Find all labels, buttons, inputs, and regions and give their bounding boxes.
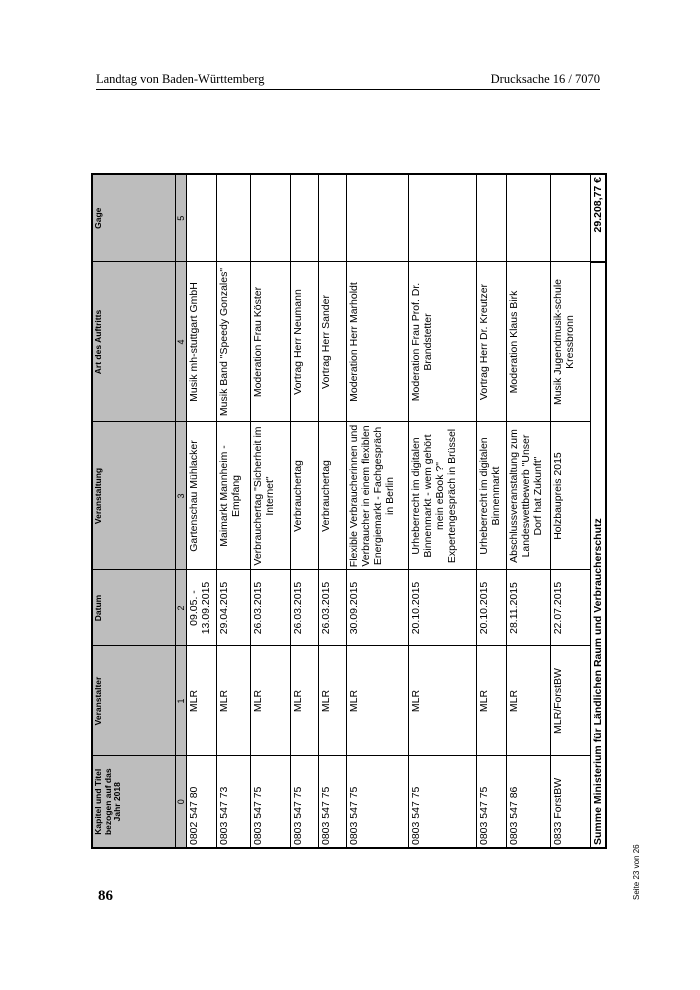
cell-art: Musik Band "Speedy Gonzales" [217,262,251,422]
col-number: 3 [176,422,187,570]
cell-gage [187,174,217,262]
cell-kapitel: 0803 547 86 [507,756,551,848]
cell-veranstalter: MLR [319,646,347,756]
cell-veranstaltung: Holzbaupreis 2015 [551,422,591,570]
cell-veranstalter: MLR [251,646,291,756]
table-row [409,174,477,848]
rotated-table-container [91,175,604,849]
cell-veranstalter: MLR/ForstBW [551,646,591,756]
col-header-gage: Gage [92,174,176,262]
cell-veranstalter: MLR [347,646,409,756]
cell-datum: 29.04.2015 [217,570,251,646]
data-table [91,173,607,849]
table-row [507,174,551,848]
cell-veranstalter: MLR [409,646,477,756]
table-row [217,174,251,848]
cell-art: Moderation Frau Prof. Dr. Brandstetter [409,262,477,422]
cell-gage [409,174,477,262]
cell-veranstaltung: Abschlussveranstaltung zum Landeswettbewerb "Unser Dorf hat Zukunft" [507,422,551,570]
cell-datum: 09.05. - 13.09.2015 [187,570,217,646]
table-row [251,174,291,848]
header-right: Drucksache 16 / 7070 [490,72,600,86]
cell-art: Musik Jugendmusik-schule Kressbronn [551,262,591,422]
col-number: 5 [176,174,187,262]
cell-gage [291,174,319,262]
table-row [551,174,591,848]
cell-veranstaltung: Verbrauchertag [319,422,347,570]
cell-datum: 20.10.2015 [477,570,507,646]
page-number: 86 [98,888,113,904]
col-number: 0 [176,756,187,848]
cell-veranstalter: MLR [477,646,507,756]
cell-kapitel: 0803 547 73 [217,756,251,848]
cell-veranstaltung: Maimarkt Mannheim - Empfang [217,422,251,570]
col-number: 1 [176,646,187,756]
cell-kapitel: 0803 547 75 [409,756,477,848]
cell-kapitel: 0802 547 80 [187,756,217,848]
cell-art: Moderation Klaus Birk [507,262,551,422]
cell-veranstalter: MLR [291,646,319,756]
column-number-row [176,174,187,848]
cell-veranstaltung: Verbrauchertag "Sicherheit im Internet" [251,422,291,570]
cell-datum: 22.07.2015 [551,570,591,646]
table-row [477,174,507,848]
cell-art: Moderation Frau Köster [251,262,291,422]
cell-kapitel: 0803 547 75 [291,756,319,848]
cell-kapitel: 0803 547 75 [477,756,507,848]
table-row [187,174,217,848]
cell-gage [551,174,591,262]
cell-art: Musik mh-stuttgart GmbH [187,262,217,422]
cell-datum: 26.03.2015 [291,570,319,646]
col-header-datum: Datum [92,570,176,646]
cell-veranstalter: MLR [507,646,551,756]
cell-datum: 20.10.2015 [409,570,477,646]
cell-kapitel: 0803 547 75 [319,756,347,848]
cell-kapitel: 0833 ForstBW [551,756,591,848]
header-row [92,174,176,848]
cell-veranstaltung: Urheberrecht im digitalen Binnenmarkt - wem gehört mein eBook ?" Expertengespräch in Brüssel [409,422,477,570]
cell-datum: 30.09.2015 [347,570,409,646]
header-left: Landtag von Baden-Württemberg [96,72,265,86]
cell-gage [507,174,551,262]
cell-gage [217,174,251,262]
cell-veranstalter: MLR [187,646,217,756]
cell-gage [251,174,291,262]
cell-veranstalter: MLR [217,646,251,756]
cell-veranstaltung: Flexible Verbraucherinnen und Verbraucher in einem flexiblen Energiemarkt - Fachgespräch in Berlin [347,422,409,570]
cell-art: Vortrag Herr Sander [319,262,347,422]
col-number: 4 [176,262,187,422]
col-header-art: Art des Auftritts [92,262,176,422]
cell-art: Vortrag Herr Neumann [291,262,319,422]
col-header-kapitel: Kapitel und Titel bezogen auf das Jahr 2018 [92,756,176,848]
cell-veranstaltung: Gartenschau Mühlacker [187,422,217,570]
cell-datum: 26.03.2015 [251,570,291,646]
cell-veranstaltung: Verbrauchertag [291,422,319,570]
table-row [347,174,409,848]
col-header-veranstaltung: Veranstaltung [92,422,176,570]
table-row [319,174,347,848]
cell-gage [477,174,507,262]
col-number: 2 [176,570,187,646]
sum-label: Summe Ministerium für Ländlichen Raum und Verbraucherschutz [591,262,607,848]
cell-veranstaltung: Urheberrecht im digitalen Binnenmarkt [477,422,507,570]
cell-art: Vortrag Herr Dr. Kreutzer [477,262,507,422]
col-header-veranstalter: Veranstalter [92,646,176,756]
header-rule [96,89,600,90]
cell-datum: 28.11.2015 [507,570,551,646]
table-row [291,174,319,848]
cell-art: Moderation Herr Marholdt [347,262,409,422]
sum-row [591,174,607,848]
cell-datum: 26.03.2015 [319,570,347,646]
sum-value: 29.208,77 € [591,174,607,262]
page-footer: Seite 23 von 26 [632,844,641,900]
cell-gage [347,174,409,262]
cell-kapitel: 0803 547 75 [251,756,291,848]
cell-kapitel: 0803 547 75 [347,756,409,848]
cell-gage [319,174,347,262]
